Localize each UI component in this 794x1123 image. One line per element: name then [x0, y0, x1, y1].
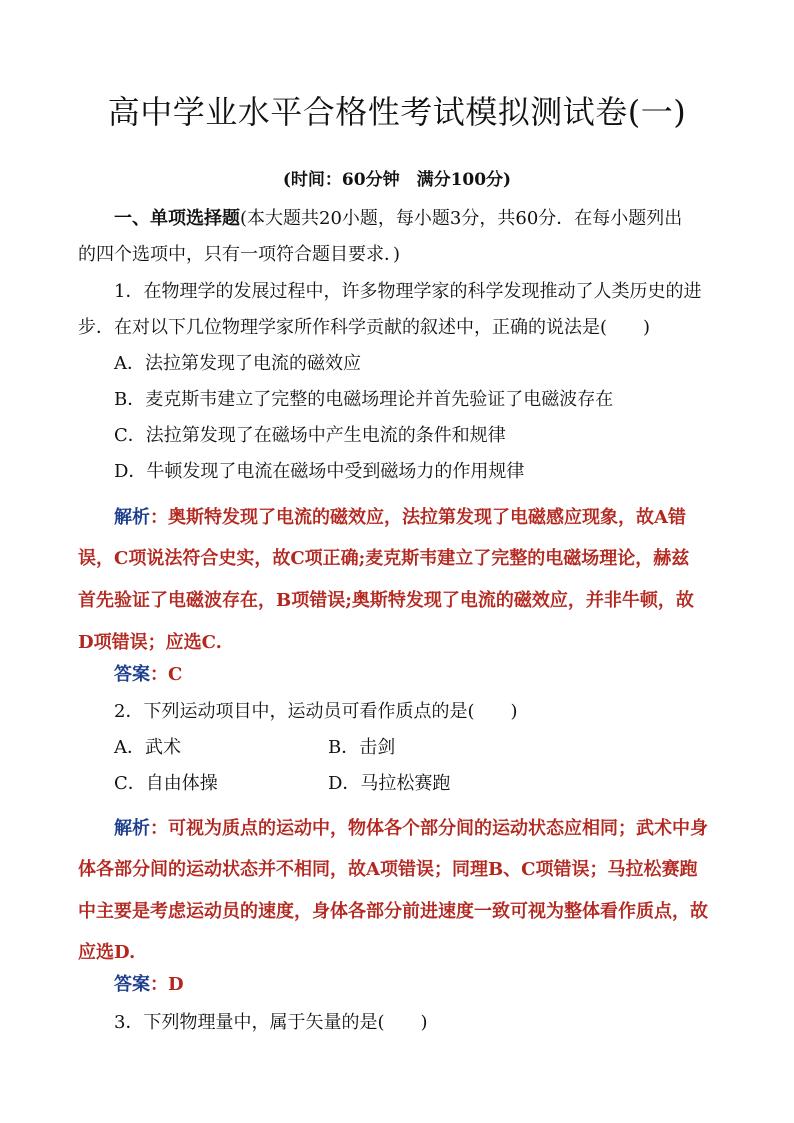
section-instructions-line2: 的四个选项中，只有一项符合题目要求．) [78, 244, 401, 265]
q1-analysis-line3: 首先验证了电磁波存在，B项错误;奥斯特发现了电流的磁效应，并非牛顿，故 [78, 590, 694, 611]
q1-stem-line1: 1．在物理学的发展过程中，许多物理学家的科学发现推动了人类历史的进 [114, 281, 702, 302]
q2-option-d: D．马拉松赛跑 [328, 773, 451, 794]
q2-option-c: C．自由体操 [114, 773, 218, 794]
q3-stem: 3．下列物理量中，属于矢量的是( ) [114, 1012, 428, 1033]
q1-option-b: B．麦克斯韦建立了完整的电磁场理论并首先验证了电磁波存在 [114, 389, 614, 410]
q1-analysis-line4: D项错误；应选C. [78, 632, 222, 653]
q2-analysis-line4: 应选D. [78, 942, 136, 963]
q2-option-b: B．击剑 [328, 737, 396, 758]
section-instructions-text: (本大题共20小题，每小题3分，共60分．在每小题列出 [240, 208, 683, 229]
section-instructions-line1 [114, 206, 726, 232]
q2-answer [114, 972, 726, 998]
page-title: 高中学业水平合格性考试模拟测试卷(一) [107, 93, 687, 131]
q2-analysis-line2: 体各部分间的运动状态并不相同，故A项错误；同理B、C项错误；马拉松赛跑 [78, 859, 698, 880]
q2-analysis-label: 解析 [114, 818, 150, 839]
q2-answer-value: ：D [150, 974, 184, 995]
q2-answer-label: 答案 [114, 974, 150, 995]
q1-option-d: D．牛顿发现了电流在磁场中受到磁场力的作用规律 [114, 461, 525, 482]
q1-answer-label: 答案 [114, 664, 150, 685]
q1-option-a: A．法拉第发现了电流的磁效应 [114, 353, 361, 374]
exam-duration-score: (时间：60分钟 满分100分) [282, 170, 512, 190]
q1-analysis-line2: 误，C项说法符合史实，故C项正确;麦克斯韦建立了完整的电磁场理论，赫兹 [78, 548, 690, 569]
q1-answer [114, 662, 726, 688]
q2-stem: 2．下列运动项目中，运动员可看作质点的是( ) [114, 701, 518, 722]
q2-analysis-line3: 中主要是考虑运动员的速度，身体各部分前进速度一致可视为整体看作质点，故 [78, 901, 708, 922]
section-heading: 一、单项选择题 [114, 208, 240, 229]
q1-stem-line2: 步．在对以下几位物理学家所作科学贡献的叙述中，正确的说法是( ) [78, 317, 651, 338]
q1-option-c: C．法拉第发现了在磁场中产生电流的条件和规律 [114, 425, 506, 446]
q2-option-a: A．武术 [114, 737, 181, 758]
q1-analysis-line1 [114, 505, 726, 531]
q2-analysis-line1 [114, 816, 726, 842]
q2-analysis-text1: ：可视为质点的运动中，物体各个部分间的运动状态应相同；武术中身 [150, 818, 708, 839]
q1-answer-value: ：C [150, 664, 183, 685]
q1-analysis-text1: ：奥斯特发现了电流的磁效应，法拉第发现了电磁感应现象，故A错 [150, 507, 686, 528]
q1-analysis-label: 解析 [114, 507, 150, 528]
